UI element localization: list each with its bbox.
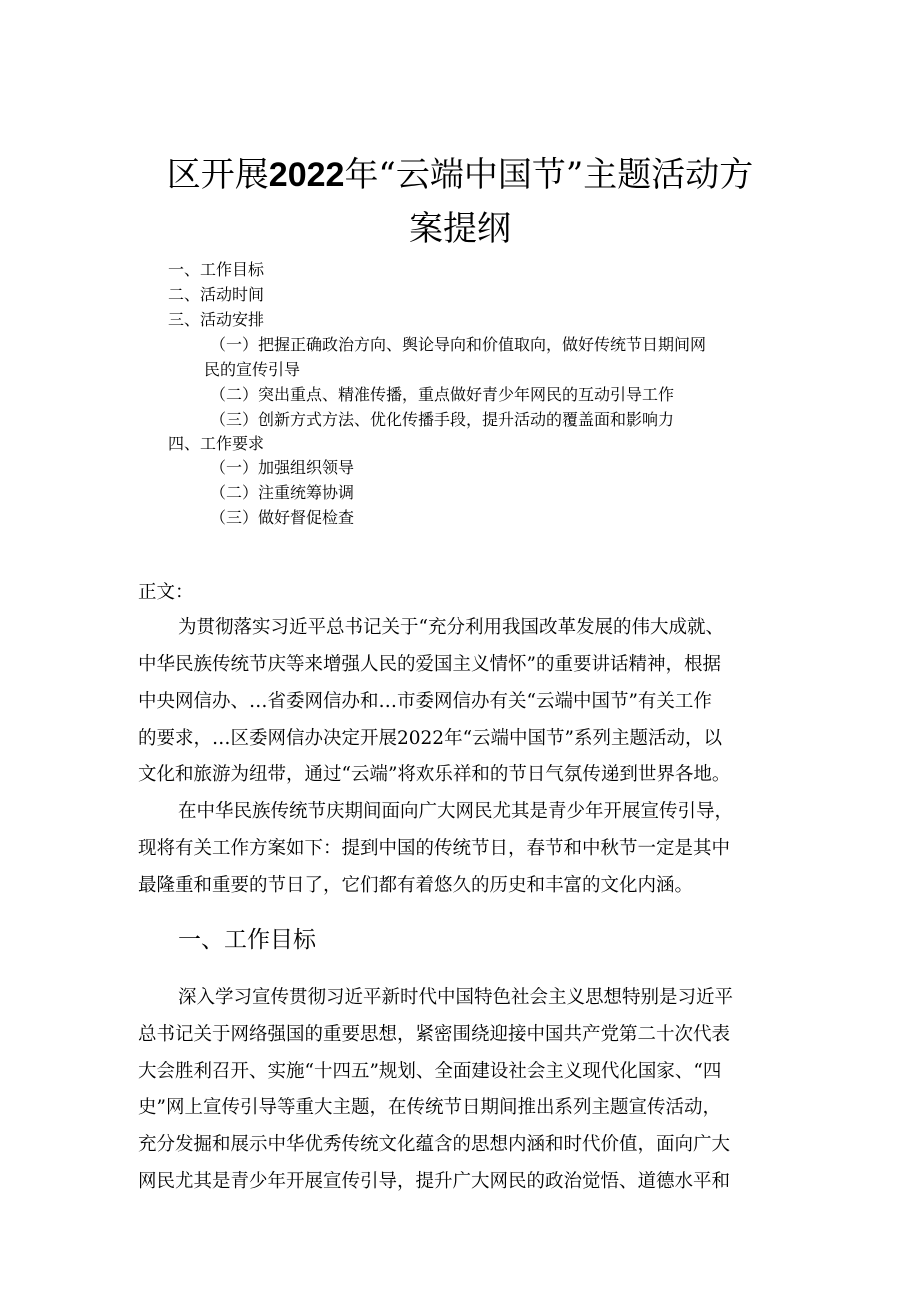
paragraph-line: 大会胜利召开、实施“十四五”规划、全面建设社会主义现代化国家、“四 <box>138 1061 722 1082</box>
document-title-line-1 <box>130 150 790 200</box>
outline-item: 三、活动安排 <box>168 310 265 329</box>
paragraph-line: 最隆重和重要的节日了，它们都有着悠久的历史和丰富的文化内涵。 <box>138 875 694 896</box>
paragraph-line: 现将有关工作方案如下：提到中国的传统节日，春节和中秋节一定是其中 <box>138 838 731 859</box>
outline-item: 二、活动时间 <box>168 285 265 304</box>
outline-subitem: （三）做好督促检查 <box>210 508 355 527</box>
outline-subitem: （二）注重统筹协调 <box>210 483 355 502</box>
paragraph-line: 网民尤其是青少年开展宣传引导，提升广大网民的政治觉悟、道德水平和 <box>138 1171 731 1192</box>
paragraph-line: 充分发掘和展示中华优秀传统文化蕴含的思想内涵和时代价值，面向广大 <box>138 1134 731 1155</box>
outline-item: 四、工作要求 <box>168 434 265 453</box>
paragraph-line: 深入学习宣传贯彻习近平新时代中国特色社会主义思想特别是习近平 <box>178 987 734 1008</box>
outline-subitem: （一）把握正确政治方向、舆论导向和价值取向，做好传统节日期间网 <box>210 335 707 354</box>
paragraph-line: 中华民族传统节庆等来增强人民的爱国主义情怀”的重要讲话精神，根据 <box>138 654 721 675</box>
outline-subitem: （一）加强组织领导 <box>210 458 355 477</box>
paragraph-line: 的要求，…区委网信办决定开展2022年“云端中国节”系列主题活动，以 <box>138 728 722 749</box>
outline-subitem: （三）创新方式方法、优化传播手段，提升活动的覆盖面和影响力 <box>210 410 675 429</box>
paragraph-line: 文化和旅游为纽带，通过“云端”将欢乐祥和的节日气氛传递到世界各地。 <box>138 764 731 785</box>
title-prefix: 区开展 <box>166 155 269 195</box>
document-title-line-2: 案提纲 <box>409 209 511 249</box>
paragraph-line: 史”网上宣传引导等重大主题，在传统节日期间推出系列主题宣传活动， <box>138 1097 721 1118</box>
section-heading-work-goal: 一、工作目标 <box>178 927 316 953</box>
outline-subitem-continued: 民的宣传引导 <box>204 360 301 379</box>
title-suffix: 年“云端中国节”主题活动方 <box>344 155 754 195</box>
paragraph-line: 中央网信办、…省委网信办和…市委网信办有关“云端中国节”有关工作 <box>138 691 712 712</box>
body-label: 正文： <box>138 582 194 603</box>
paragraph-line: 在中华民族传统节庆期间面向广大网民尤其是青少年开展宣传引导， <box>178 801 734 822</box>
outline-subitem: （二）突出重点、精准传播，重点做好青少年网民的互动引导工作 <box>210 385 675 404</box>
title-year: 2022 <box>268 156 345 194</box>
paragraph-line: 总书记关于网络强国的重要思想，紧密围绕迎接中国共产党第二十次代表 <box>138 1024 731 1045</box>
paragraph-line: 为贯彻落实习近平总书记关于“充分利用我国改革发展的伟大成就、 <box>178 617 724 638</box>
outline-item: 一、工作目标 <box>168 260 265 279</box>
